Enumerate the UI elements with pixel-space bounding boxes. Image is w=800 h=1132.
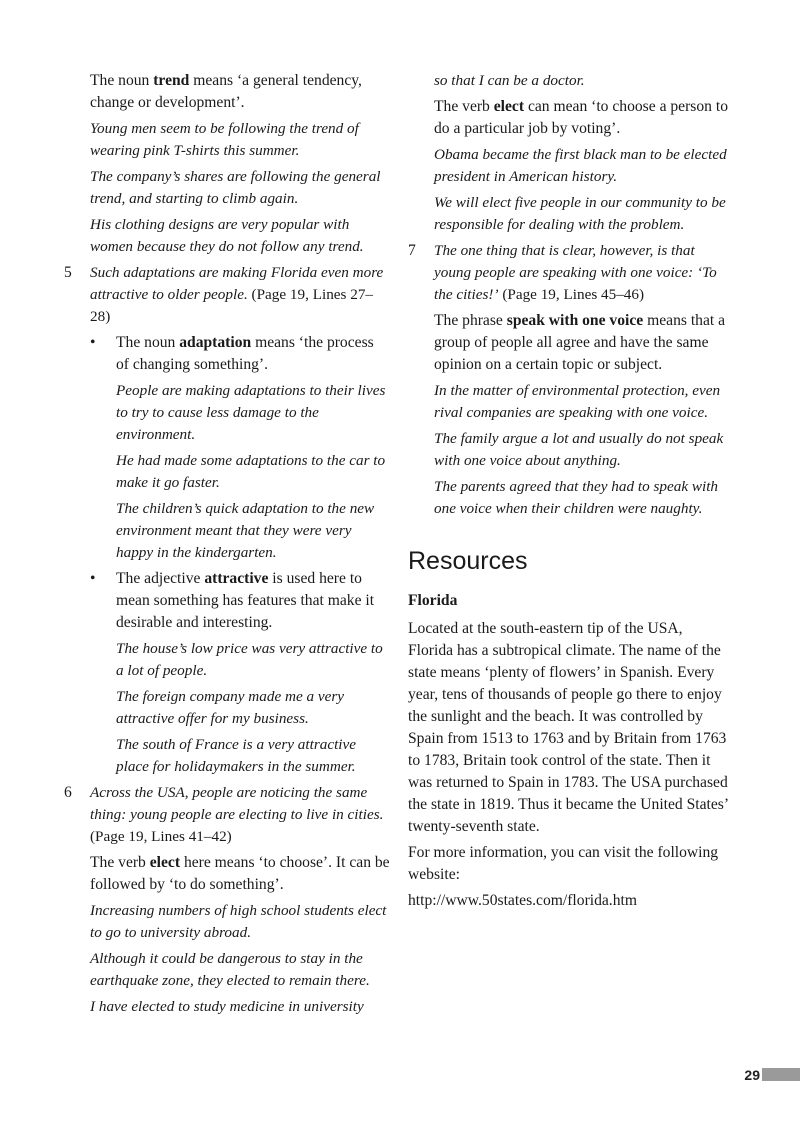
elect-example: I have elected to study medicine in university (90, 998, 364, 1015)
item-reference: (Page 19, Lines 45–46) (498, 286, 645, 303)
adaptation-example: The children’s quick adaptation to the new environment meant that they were very happy in the kindergarten. (116, 500, 375, 561)
bullet-icon: • (90, 570, 96, 587)
attractive-example: The foreign company made me a very attractive offer for my business. (116, 688, 345, 727)
elect-choose-definition: The verb elect here means ‘to choose’. It can be followed by ‘to do something’. (90, 854, 390, 893)
adaptation-definition: • The noun adaptation means ‘the process of changing something’. (90, 334, 374, 373)
voice-example: The parents agreed that they had to speak with one voice when their children were naughty. (434, 478, 719, 517)
voice-example: The family argue a lot and usually do not speak with one voice about anything. (434, 430, 724, 469)
speak-with-one-voice-definition: The phrase speak with one voice means that a group of people all agree and have the same opinion on a certain topic or subject. (434, 312, 726, 373)
elect-example: Increasing numbers of high school students elect to go to university abroad. (90, 902, 387, 941)
attractive-definition: • The adjective attractive is used here to mean something has features that make it desirable and interesting. (90, 570, 375, 631)
trend-example: Young men seem to be following the trend of wearing pink T-shirts this summer. (90, 120, 359, 159)
elect-vote-example: Obama became the first black man to be elected president in American history. (434, 146, 727, 185)
elect-vote-definition: The verb elect can mean ‘to choose a person to do a particular job by voting’. (434, 98, 728, 137)
item-quote: Such adaptations are making Florida even more attractive to older people. (90, 264, 384, 303)
trend-example: His clothing designs are very popular with women because they do not follow any trend. (90, 216, 364, 255)
item-reference: (Page 19, Lines 41–42) (90, 828, 232, 845)
adaptation-example: He had made some adaptations to the car to make it go faster. (116, 452, 386, 491)
elect-vote-example: We will elect five people in our community to be responsible for dealing with the problem. (434, 194, 726, 233)
item-7 (408, 240, 730, 306)
adaptation-example: People are making adaptations to their lives to try to cause less damage to the environment. (116, 382, 386, 443)
item-number: 6 (64, 784, 72, 801)
item-quote: The one thing that is clear, however, is that young people are speaking with one voice: ‘To the cities!’ (434, 242, 717, 303)
elect-example-continued: so that I can be a doctor. (434, 72, 585, 89)
elect-example: Although it could be dangerous to stay in the earthquake zone, they elected to remain there. (90, 950, 370, 989)
trend-example: The company’s shares are following the general trend, and starting to climb again. (90, 168, 381, 207)
attractive-example: The south of France is a very attractive place for holidaymakers in the summer. (116, 736, 356, 775)
left-column (60, 70, 390, 1022)
trend-definition: The noun trend means ‘a general tendency, change or development’. (90, 72, 362, 111)
page-number: 29 (744, 1067, 760, 1083)
more-info-text: For more information, you can visit the following website: (408, 844, 719, 883)
page-number-bar (762, 1068, 800, 1081)
resources-heading: Resources (408, 547, 528, 575)
item-quote: Across the USA, people are noticing the same thing: young people are electing to live in cities. (90, 784, 384, 823)
item-6 (60, 782, 390, 848)
right-column (408, 70, 730, 916)
bullet-icon: • (90, 334, 96, 351)
florida-body: Located at the south-eastern tip of the USA, Florida has a subtropical climate. The name of the state means ‘plenty of flowers’ in Spanish. Every year, tens of thousands of people go there to enjoy the sunlight and the beach. It was controlled by Spain from 1513 to 1763 and by Britain from 1763 to 1783, Britain took control of the state. Then it was returned to Spain in 1783. The USA purchased the state in 1819. Thus it became the United States’ twenty-seventh state. (408, 620, 728, 835)
item-5 (60, 262, 390, 328)
item-number: 7 (408, 242, 416, 259)
florida-link[interactable]: http://www.50states.com/florida.htm (408, 892, 637, 909)
florida-subheading: Florida (408, 592, 458, 609)
item-reference: (Page 19, Lines 27–28) (90, 286, 374, 325)
item-number: 5 (64, 264, 72, 281)
voice-example: In the matter of environmental protection, even rival companies are speaking with one voice. (434, 382, 721, 421)
attractive-example: The house’s low price was very attractive to a lot of people. (116, 640, 383, 679)
